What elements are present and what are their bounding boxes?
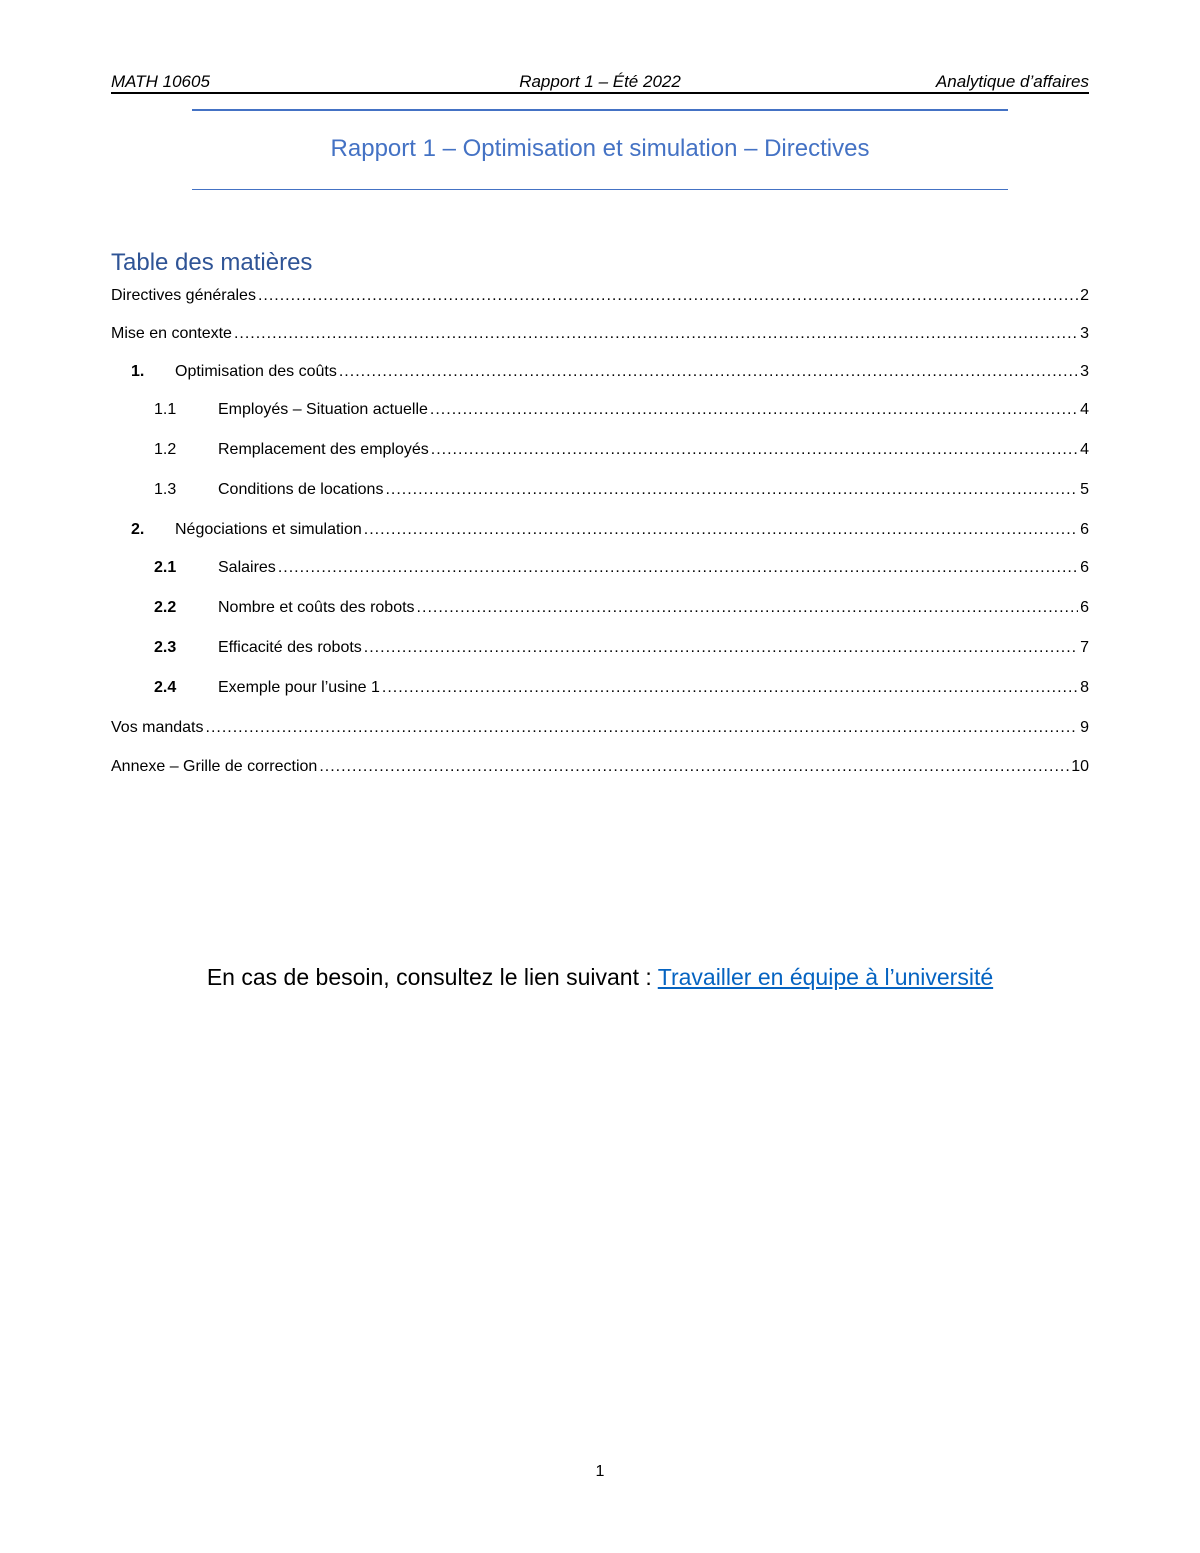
- toc-dot-leader: [430, 398, 1078, 422]
- header-report-name: Rapport 1 – Été 2022: [519, 72, 681, 91]
- toc-entry-mise-en-contexte[interactable]: [111, 322, 1089, 346]
- toc-dot-leader: [339, 360, 1078, 384]
- toc-entry-label: Nombre et coûts des robots: [218, 599, 415, 616]
- toc-dot-leader: [431, 438, 1078, 462]
- toc-dot-leader: [206, 716, 1079, 740]
- toc-entry-page: 9: [1080, 719, 1089, 736]
- toc-dot-leader: [382, 676, 1078, 700]
- page-header: [111, 72, 1089, 94]
- toc-entry-page: 2: [1080, 287, 1089, 304]
- toc-entry-label: Conditions de locations: [218, 481, 384, 498]
- toc-entry-page: 5: [1080, 481, 1089, 498]
- toc-entry-number: 1.3: [154, 481, 177, 498]
- toc-entry-vos-mandats[interactable]: [111, 716, 1089, 740]
- toc-entry-number: 2.3: [154, 639, 177, 656]
- toc-entry-conditions-de-locations[interactable]: [154, 478, 1089, 502]
- toc-entry-page: 4: [1080, 401, 1089, 418]
- toc-entry-employes-situation-actuelle[interactable]: [154, 398, 1089, 422]
- toc-entry-label: Négociations et simulation: [175, 521, 362, 538]
- toc-entry-page: 3: [1080, 363, 1089, 380]
- toc-entry-label: Vos mandats: [111, 719, 204, 736]
- toc-dot-leader: [258, 284, 1078, 308]
- toc-entry-number: 1.2: [154, 441, 177, 458]
- teamwork-link[interactable]: Travailler en équipe à l’université: [657, 964, 994, 990]
- toc-entry-page: 6: [1080, 599, 1089, 616]
- toc-entry-number: 2.1: [154, 559, 177, 576]
- toc-entry-page: 10: [1071, 758, 1089, 775]
- toc-entry-page: 6: [1080, 521, 1089, 538]
- toc-entry-page: 3: [1080, 325, 1089, 342]
- toc-entry-number: 2.: [131, 521, 145, 538]
- help-text: En cas de besoin, consultez le lien suivant :: [206, 964, 658, 990]
- toc-entry-efficacite-des-robots[interactable]: [154, 636, 1089, 660]
- toc-entry-page: 7: [1080, 639, 1089, 656]
- title-rule-top: [192, 109, 1008, 111]
- toc-dot-leader: [319, 755, 1069, 779]
- toc-entry-number: 1.: [131, 363, 145, 380]
- toc-entry-remplacement-des-employes[interactable]: [154, 438, 1089, 462]
- toc-entry-page: 6: [1080, 559, 1089, 576]
- toc-entry-exemple-pour-usine-1[interactable]: [154, 676, 1089, 700]
- toc-heading: Table des matières: [111, 249, 313, 276]
- toc-entry-salaires[interactable]: [154, 556, 1089, 580]
- help-line: [0, 962, 1200, 992]
- header-course-code: MATH 10605: [111, 72, 210, 91]
- header-course-title: Analytique d’affaires: [935, 72, 1089, 91]
- title-rule-bottom: [192, 189, 1008, 190]
- toc-entry-page: 8: [1080, 679, 1089, 696]
- toc-entry-label: Optimisation des coûts: [175, 363, 337, 380]
- toc-entry-label: Directives générales: [111, 287, 256, 304]
- toc-entry-label: Employés – Situation actuelle: [218, 401, 428, 418]
- toc-dot-leader: [385, 478, 1078, 502]
- toc-entry-number: 1.1: [154, 401, 177, 418]
- toc-entry-number: 2.4: [154, 679, 177, 696]
- toc-entry-label: Mise en contexte: [111, 325, 232, 342]
- toc-dot-leader: [234, 322, 1078, 346]
- toc-entry-page: 4: [1080, 441, 1089, 458]
- toc-entry-label: Remplacement des employés: [218, 441, 429, 458]
- toc-entry-label: Salaires: [218, 559, 276, 576]
- toc-dot-leader: [417, 596, 1079, 620]
- toc-entry-label: Efficacité des robots: [218, 639, 362, 656]
- toc-entry-label: Exemple pour l’usine 1: [218, 679, 380, 696]
- toc-entry-nombre-et-couts-des-robots[interactable]: [154, 596, 1089, 620]
- page-number: 1: [595, 1463, 605, 1480]
- toc-entry-negociations-et-simulation[interactable]: [131, 518, 1089, 542]
- document-title: Rapport 1 – Optimisation et simulation – Directives: [330, 135, 870, 162]
- toc-entry-label: Annexe – Grille de correction: [111, 758, 318, 775]
- toc-entry-optimisation-des-couts[interactable]: [131, 360, 1089, 384]
- toc-dot-leader: [278, 556, 1078, 580]
- toc-dot-leader: [364, 636, 1078, 660]
- toc-entry-directives-generales[interactable]: [111, 284, 1089, 308]
- toc-dot-leader: [364, 518, 1078, 542]
- toc-entry-number: 2.2: [154, 599, 177, 616]
- toc-entry-annexe-grille-de-correction[interactable]: [111, 755, 1089, 779]
